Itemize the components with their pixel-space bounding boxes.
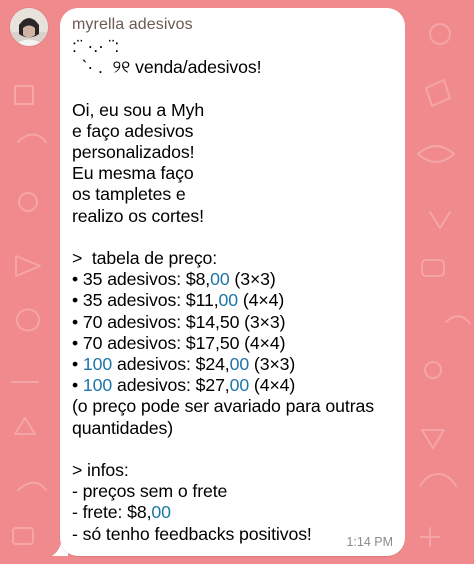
message-text-segment: adesivos: $27, [112, 375, 230, 396]
message-line [72, 502, 393, 523]
message-text-segment: > infos: [72, 460, 129, 481]
message-line [72, 333, 393, 354]
message-line [72, 290, 393, 311]
message-accent-text: 00 [229, 375, 250, 396]
message-line [72, 396, 393, 417]
message-line [72, 121, 393, 142]
message-line [72, 375, 393, 396]
message-text-segment: os tampletes e [72, 184, 186, 205]
message-text-segment: Oi, eu sou a Myh [72, 99, 205, 120]
message-text-segment: • 35 adesivos: $8, [72, 269, 211, 290]
message-text-segment: `· . ୨୧ venda/adesivos! [72, 57, 262, 78]
message-text-segment: • 70 adesivos: $17,50 (4×4) [72, 332, 286, 353]
sender-name[interactable]: myrella adesivos [72, 16, 193, 33]
message-text-segment: • [72, 354, 83, 375]
message-text-segment: (o preço pode ser avariado para outras [72, 396, 374, 417]
message-line [72, 524, 393, 545]
message-text-segment: (3×3) [229, 269, 276, 290]
message-accent-text: 00 [229, 354, 250, 375]
message-line [72, 57, 393, 78]
message-line [72, 184, 393, 205]
message-line [72, 142, 393, 163]
message-text-segment: quantidades) [72, 417, 174, 438]
message-accent-text: 100 [82, 375, 113, 396]
message-text-segment: realizo os cortes! [72, 205, 204, 226]
message-text-segment: e faço adesivos [72, 120, 194, 141]
message-text-segment: • [72, 375, 83, 396]
message-text-segment: Eu mesma faço [72, 163, 194, 184]
message-text-segment: > tabela de preço: [72, 248, 218, 268]
message-accent-text: 00 [210, 269, 230, 290]
message-line [72, 481, 393, 502]
message-text-segment: (4×4) [238, 290, 285, 311]
message-text-segment: :¨ ·.· ¨: [72, 36, 120, 56]
message-text-segment: adesivos: $24, [112, 354, 230, 375]
message-line [72, 206, 393, 227]
message-line [72, 439, 393, 460]
message-text-segment: personalizados! [72, 142, 195, 162]
message-accent-text: 00 [218, 290, 239, 311]
message-line [72, 354, 393, 375]
message-text-segment: • 70 adesivos: $14,50 (3×3) [72, 311, 286, 332]
message-line [72, 163, 393, 184]
message-accent-text: 00 [151, 502, 171, 523]
message-line [72, 227, 393, 248]
message-text-segment: (4×4) [249, 375, 296, 396]
message-text-segment: - preços sem o frete [72, 481, 228, 502]
message-line [72, 312, 393, 333]
message-bubble[interactable] [60, 8, 405, 556]
message-accent-text: 100 [82, 354, 113, 375]
message-text-segment: - só tenho feedbacks positivos! [72, 523, 312, 544]
avatar-icon [10, 8, 48, 46]
message-text [72, 36, 393, 545]
message-line [72, 418, 393, 439]
message-line [72, 248, 393, 269]
message-text-segment: • 35 adesivos: $11, [72, 290, 219, 311]
message-timestamp: 1:14 PM [346, 535, 393, 549]
message-line [72, 269, 393, 290]
sender-avatar[interactable] [10, 8, 48, 46]
message-line [72, 36, 393, 57]
message-text-segment: (3×3) [249, 354, 296, 375]
message-line [72, 460, 393, 481]
message-line [72, 100, 393, 121]
message-text-segment: - frete: $8, [72, 502, 152, 523]
message-line [72, 78, 393, 99]
